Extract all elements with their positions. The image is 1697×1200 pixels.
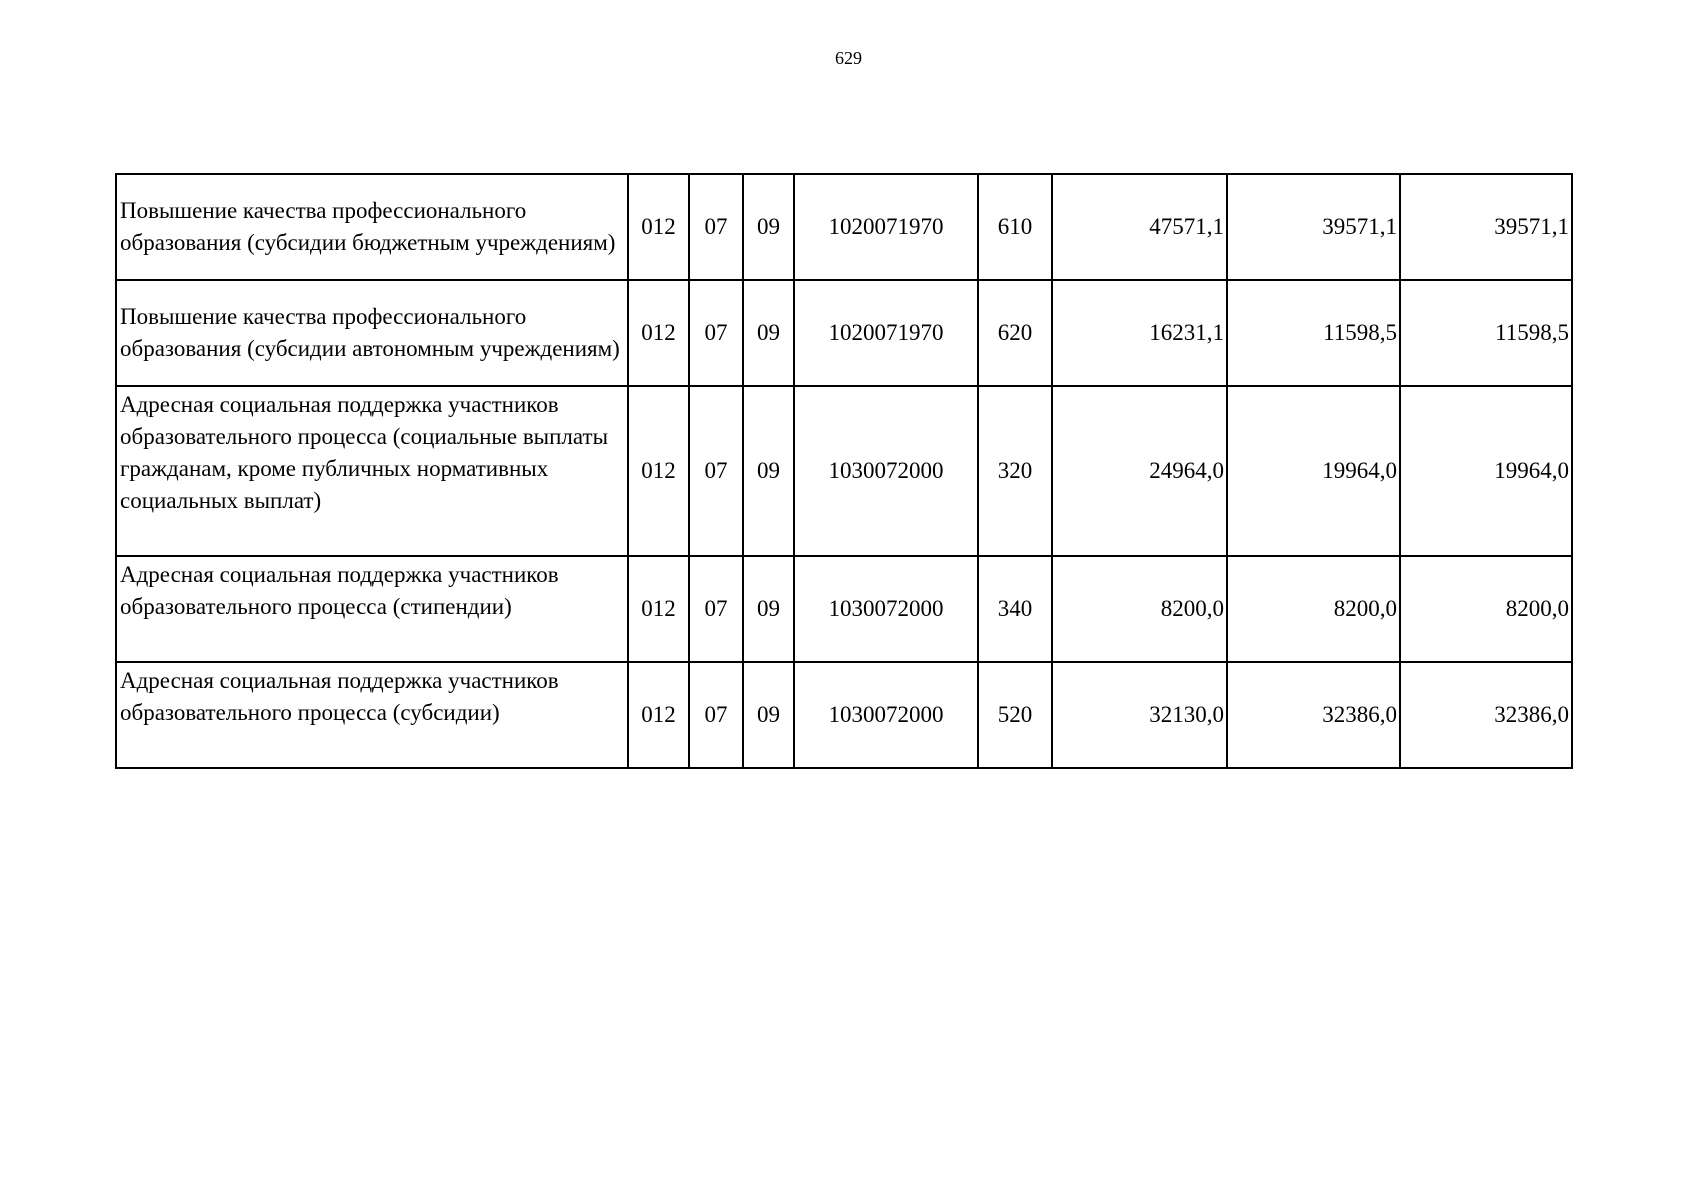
amount-cell-1: 8200,0 bbox=[1052, 556, 1227, 662]
grbs-cell: 012 bbox=[628, 280, 689, 386]
section-cell: 07 bbox=[689, 386, 743, 556]
amount-cell-2: 19964,0 bbox=[1227, 386, 1400, 556]
row-name-cell: Повышение качества профессионального образования (субсидии бюджетным учреждениям) bbox=[116, 174, 628, 280]
amount-cell-2: 39571,1 bbox=[1227, 174, 1400, 280]
expense-type-cell: 520 bbox=[978, 662, 1052, 768]
amount-cell-3: 11598,5 bbox=[1400, 280, 1572, 386]
table-row bbox=[116, 662, 1572, 768]
subsection-cell: 09 bbox=[743, 556, 794, 662]
amount-cell-2: 32386,0 bbox=[1227, 662, 1400, 768]
section-cell: 07 bbox=[689, 280, 743, 386]
subsection-cell: 09 bbox=[743, 280, 794, 386]
table-row bbox=[116, 280, 1572, 386]
amount-cell-2: 8200,0 bbox=[1227, 556, 1400, 662]
expense-type-cell: 610 bbox=[978, 174, 1052, 280]
grbs-cell: 012 bbox=[628, 556, 689, 662]
page-number: 629 bbox=[835, 48, 862, 68]
amount-cell-3: 32386,0 bbox=[1400, 662, 1572, 768]
target-article-cell: 1020071970 bbox=[794, 174, 978, 280]
amount-cell-1: 47571,1 bbox=[1052, 174, 1227, 280]
row-name-cell: Адресная социальная поддержка участников образовательного процесса (социальные выплаты гражданам, кроме публичных нормативных социальных выплат) bbox=[116, 386, 628, 556]
amount-cell-1: 16231,1 bbox=[1052, 280, 1227, 386]
amount-cell-1: 24964,0 bbox=[1052, 386, 1227, 556]
expense-type-cell: 620 bbox=[978, 280, 1052, 386]
budget-table bbox=[115, 173, 1573, 769]
section-cell: 07 bbox=[689, 662, 743, 768]
target-article-cell: 1030072000 bbox=[794, 662, 978, 768]
table-row bbox=[116, 174, 1572, 280]
amount-cell-3: 8200,0 bbox=[1400, 556, 1572, 662]
subsection-cell: 09 bbox=[743, 662, 794, 768]
section-cell: 07 bbox=[689, 174, 743, 280]
amount-cell-3: 39571,1 bbox=[1400, 174, 1572, 280]
amount-cell-3: 19964,0 bbox=[1400, 386, 1572, 556]
target-article-cell: 1030072000 bbox=[794, 386, 978, 556]
table-row bbox=[116, 386, 1572, 556]
grbs-cell: 012 bbox=[628, 174, 689, 280]
target-article-cell: 1020071970 bbox=[794, 280, 978, 386]
row-name-cell: Адресная социальная поддержка участников образовательного процесса (стипендии) bbox=[116, 556, 628, 662]
row-name-cell: Повышение качества профессионального образования (субсидии автономным учреждениям) bbox=[116, 280, 628, 386]
grbs-cell: 012 bbox=[628, 386, 689, 556]
expense-type-cell: 340 bbox=[978, 556, 1052, 662]
expense-type-cell: 320 bbox=[978, 386, 1052, 556]
table-row bbox=[116, 556, 1572, 662]
row-name-cell: Адресная социальная поддержка участников образовательного процесса (субсидии) bbox=[116, 662, 628, 768]
grbs-cell: 012 bbox=[628, 662, 689, 768]
amount-cell-2: 11598,5 bbox=[1227, 280, 1400, 386]
target-article-cell: 1030072000 bbox=[794, 556, 978, 662]
amount-cell-1: 32130,0 bbox=[1052, 662, 1227, 768]
subsection-cell: 09 bbox=[743, 174, 794, 280]
section-cell: 07 bbox=[689, 556, 743, 662]
subsection-cell: 09 bbox=[743, 386, 794, 556]
